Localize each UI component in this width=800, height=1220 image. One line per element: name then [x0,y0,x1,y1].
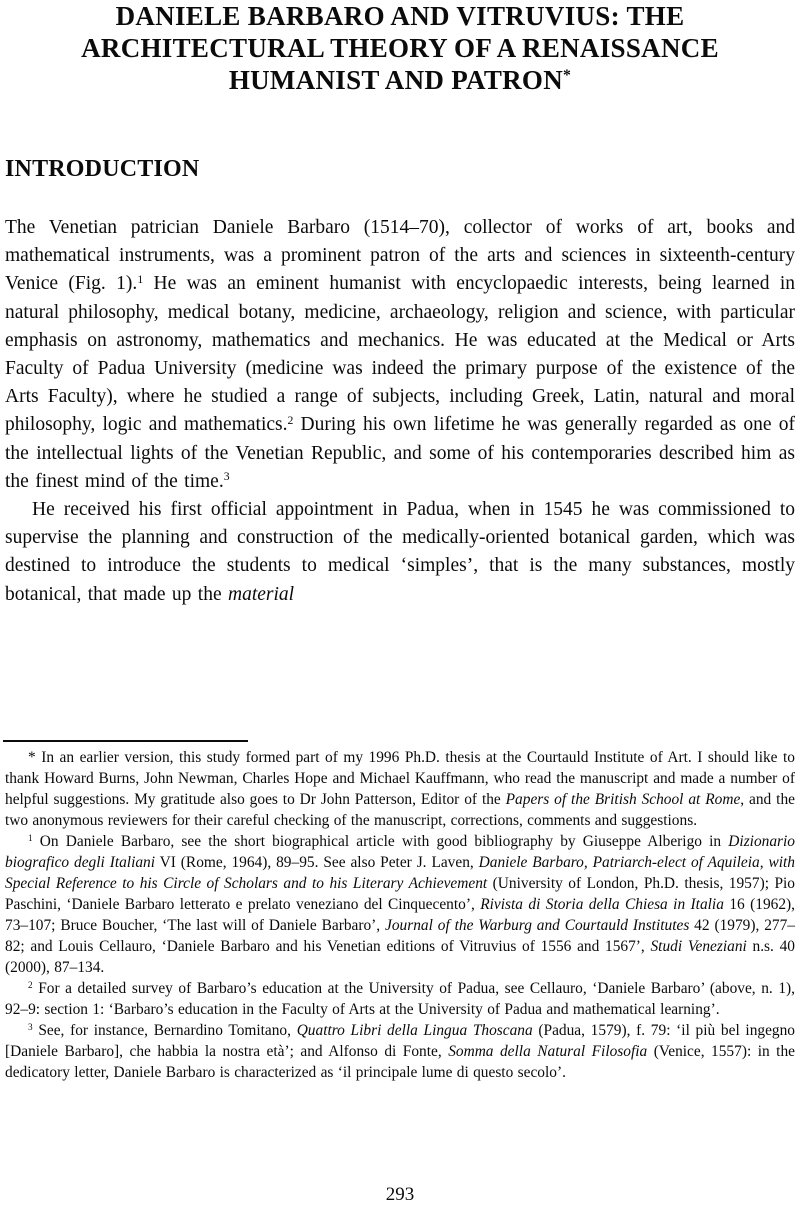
article-title [0,0,800,96]
footnote-2: $^2$ For a detailed survey of Barbaro’s education at the University of Padua, see Cellauro, ‘Daniele Barbaro’ (above, n. 1), 92–9: section 1: ‘Barbaro’s education in the Faculty of Arts at the University of Padua and mathematical learning’. [5,979,795,1018]
title-line-2: ARCHITECTURAL THEORY OF A RENAISSANCE [81,33,719,63]
article-body [5,214,795,609]
title-line-3-text: HUMANIST AND PATRON [228,65,564,95]
title-line-3 [0,64,800,96]
page-number: 293 [385,1184,415,1205]
footnote-divider-rule [3,740,248,742]
body-paragraph-2: He received his first official appointment in Padua, when in 1545 he was commissioned to supervise the planning and construction of the medically-oriented botanical garden, which was destined to introduce the students to medical ‘simples’, that is the many substances, mostly botanical, that made up the material [5,499,795,605]
section-heading: INTRODUCTION [5,156,200,182]
footnote-3: $^3$ See, for instance, Bernardino Tomitano, Quattro Libri della Lingua Thoscana (Padua, 1579), f. 79: ‘il più bel ingegno [Daniele Barbaro], che habbia la nostra età’; and Alfonso di Fonte, Somma della Natural Filosofia (Venice, 1557): in the dedicatory letter, Daniele Barbaro is characterized as ‘il principale lume di questo secolo’. [5,1021,795,1081]
footnotes-block [5,747,795,1083]
title-footnote-marker: * [563,66,572,84]
body-paragraph-1: The Venetian patrician Daniele Barbaro (1514–70), collector of works of art, books and mathematical instruments, was a prominent patron of the arts and sciences in sixteenth-century Venice (Fig. 1).$^1$ He was an eminent humanist with encyclopaedic interests, being learned in natural philosophy, medical botany, medicine, archaeology, religion and science, with particular emphasis on astronomy, mathematics and mechanics. He was educated at the Medical or Arts Faculty of Padua University (medicine was indeed the primary purpose of the existence of the Arts Faculty), where he studied a range of subjects, including Greek, Latin, natural and moral philosophy, logic and mathematics.$^2$ During his own lifetime he was generally regarded as one of the intellectual lights of the Venetian Republic, and some of his contemporaries described him as the finest mind of the time.$^3$ [5,217,795,492]
footnote-star: * In an earlier version, this study formed part of my 1996 Ph.D. thesis at the Courtauld Institute of Art. I should like to thank Howard Burns, John Newman, Charles Hope and Michael Kauffmann, who read the manuscript and made a number of helpful suggestions. My gratitude also goes to Dr John Patterson, Editor of the Papers of the British School at Rome, and the two anonymous reviewers for their careful checking of the manuscript, corrections, comments and suggestions. [5,749,795,829]
title-line-1: DANIELE BARBARO AND VITRUVIUS: THE [115,1,685,31]
footnote-1: $^1$ On Daniele Barbaro, see the short biographical article with good bibliography by Giuseppe Alberigo in Dizionario biografico degli Italiani VI (Rome, 1964), 89–95. See also Peter J. Laven, Daniele Barbaro, Patriarch-elect of Aquileia, with Special Reference to his Circle of Scholars and to his Literary Achievement (University of London, Ph.D. thesis, 1957); Pio Paschini, ‘Daniele Barbaro letterato e prelato veneziano del Cinquecento’, Rivista di Storia della Chiesa in Italia 16 (1962), 73–107; Bruce Boucher, ‘The last will of Daniele Barbaro’, Journal of the Warburg and Courtauld Institutes 42 (1979), 277–82; and Louis Cellauro, ‘Daniele Barbaro and his Venetian editions of Vitruvius of 1556 and 1567’, Studi Veneziani n.s. 40 (2000), 87–134. [5,832,796,976]
